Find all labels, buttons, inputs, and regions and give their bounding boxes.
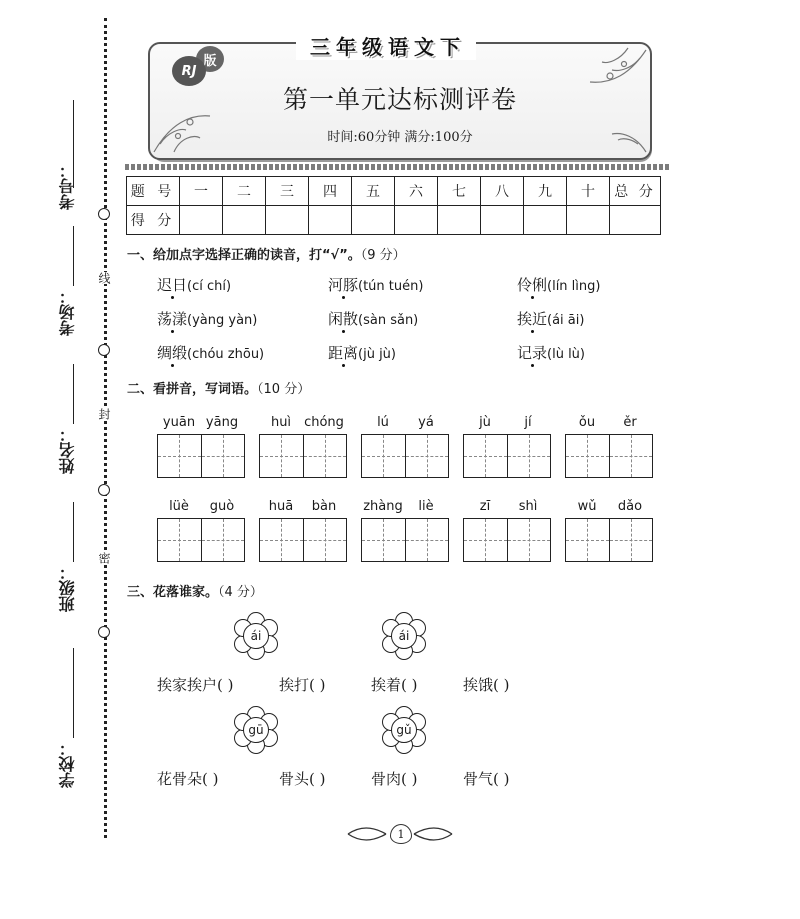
pinyin-label: lüè [169,499,189,514]
page-title: 第一单元达标测评卷 [282,85,517,114]
score-header-cell: 十 [567,177,610,206]
field-class[interactable] [73,502,74,562]
edition-badge-rj: RJ [172,56,206,86]
tianzi-grid[interactable] [565,518,653,562]
binding-hole [98,208,110,220]
tianzi-grid[interactable] [565,434,653,478]
fill-item[interactable]: 骨气( ) [463,770,510,788]
fill-item[interactable]: 挨着( ) [371,676,418,694]
score-header-cell: 八 [481,177,524,206]
reading-item[interactable]: 荡漾(yàng yàn) [157,310,258,328]
page-number: 1 [390,824,412,844]
reading-item[interactable]: 绸缎(chóu zhōu) [157,344,265,362]
pinyin-label: huì [270,415,292,430]
field-school[interactable] [73,648,74,738]
score-cell[interactable] [223,206,266,235]
score-table-header-row [127,177,661,206]
exam-meta: 时间:60分钟 满分:100分 [327,130,473,145]
fill-item[interactable]: 挨打( ) [279,676,326,694]
pinyin-label: zhàng [363,499,403,514]
pinyin-label: yá [418,415,434,430]
pinyin-label: ǒu [578,415,596,430]
pinyin-label: dǎo [617,499,643,514]
binding-hole [98,344,110,356]
label-name: 姓名： [58,426,77,474]
fill-item[interactable]: 花骨朵( ) [157,770,219,788]
score-header-cell: 九 [524,177,567,206]
grade-char: 三 [310,34,332,59]
pinyin-label: chóng [304,415,344,430]
section1-heading: 一、给加点字选择正确的读音，打“√”。（9 分） [127,248,406,263]
score-row-label: 得 分 [127,206,180,235]
fill-item[interactable]: 挨家挨户( ) [157,676,234,694]
binding-dotted-line [104,18,107,838]
score-cell[interactable] [266,206,309,235]
reading-item[interactable]: 距离(jù jù) [328,344,396,362]
score-header-cell: 总 分 [610,177,661,206]
fill-item[interactable]: 骨头( ) [279,770,326,788]
flower-pinyin: gū [243,717,269,743]
flower-icon [232,706,278,752]
score-cell[interactable] [180,206,223,235]
fill-item[interactable]: 骨肉( ) [371,770,418,788]
section3-heading: 三、花落谁家。（4 分） [127,585,263,600]
seal-xian: 线 [97,272,111,284]
tianzi-grid[interactable] [463,434,551,478]
pinyin-label: jù [479,415,491,430]
score-header-cell: 六 [395,177,438,206]
tianzi-grid[interactable] [259,518,347,562]
grade-char: 语 [388,34,410,59]
score-header-cell: 一 [180,177,223,206]
edition-badge-ban: 版 [196,46,224,72]
score-cell[interactable] [395,206,438,235]
score-header-cell: 五 [352,177,395,206]
score-header-cell: 二 [223,177,266,206]
seal-feng: 封 [97,408,111,420]
tianzi-grid[interactable] [361,434,449,478]
pinyin-label: shì [518,499,538,514]
binding-hole [98,484,110,496]
seal-mi: 密 [97,552,111,564]
tianzi-grid[interactable] [157,518,245,562]
pinyin-label: yāng [205,415,239,430]
binding-hole [98,626,110,638]
label-exam-room: 考场： [58,288,77,336]
score-header-cell: 题 号 [127,177,180,206]
reading-item[interactable]: 河豚(tún tuén) [328,276,424,294]
pinyin-label: guò [209,499,235,514]
section2-heading: 二、看拼音，写词语。（10 分） [127,382,311,397]
pinyin-label: zī [479,499,491,514]
divider [125,164,669,170]
pinyin-label: yuān [162,415,196,430]
grade-banner [296,30,476,60]
tianzi-grid[interactable] [361,518,449,562]
label-exam-number: 考号： [58,162,77,210]
score-cell-total[interactable] [610,206,661,235]
flower-icon [380,612,426,658]
score-cell[interactable] [567,206,610,235]
flower-icon [232,612,278,658]
score-cell[interactable] [352,206,395,235]
flower-pinyin: gǔ [391,717,417,743]
tianzi-grid[interactable] [157,434,245,478]
field-exam-number[interactable] [73,100,74,188]
score-cell[interactable] [481,206,524,235]
field-name[interactable] [73,364,74,424]
reading-item[interactable]: 挨近(ái āi) [517,310,585,328]
score-cell[interactable] [524,206,567,235]
score-header-cell: 七 [438,177,481,206]
score-cell[interactable] [438,206,481,235]
flower-pinyin: ái [391,623,417,649]
reading-item[interactable]: 记录(lù lù) [517,344,585,362]
label-class: 班级： [58,564,77,612]
score-header-cell: 四 [309,177,352,206]
tianzi-grid[interactable] [259,434,347,478]
flower-pinyin: ái [243,623,269,649]
label-school: 学校： [58,740,77,788]
grade-char: 文 [414,34,436,59]
score-cell[interactable] [309,206,352,235]
pinyin-label: wǔ [577,499,597,514]
pinyin-label: bàn [311,499,337,514]
reading-item[interactable]: 闲散(sàn sǎn) [328,310,419,328]
score-table [126,176,661,235]
pinyin-label: jí [524,415,532,430]
fill-item[interactable]: 挨饿( ) [463,676,510,694]
reading-item[interactable]: 迟日(cí chí) [157,276,232,294]
pinyin-label: liè [418,499,434,514]
grade-char: 下 [440,34,462,59]
field-exam-room[interactable] [73,226,74,286]
pinyin-label: huā [268,499,294,514]
pinyin-label: ěr [623,415,637,430]
reading-item[interactable]: 伶俐(lín lìng) [517,276,601,294]
flower-icon [380,706,426,752]
grade-char: 年 [336,34,358,59]
grade-char: 级 [362,34,384,59]
tianzi-grid[interactable] [463,518,551,562]
pinyin-label: lú [377,415,389,430]
score-table-score-row [127,206,661,235]
score-header-cell: 三 [266,177,309,206]
